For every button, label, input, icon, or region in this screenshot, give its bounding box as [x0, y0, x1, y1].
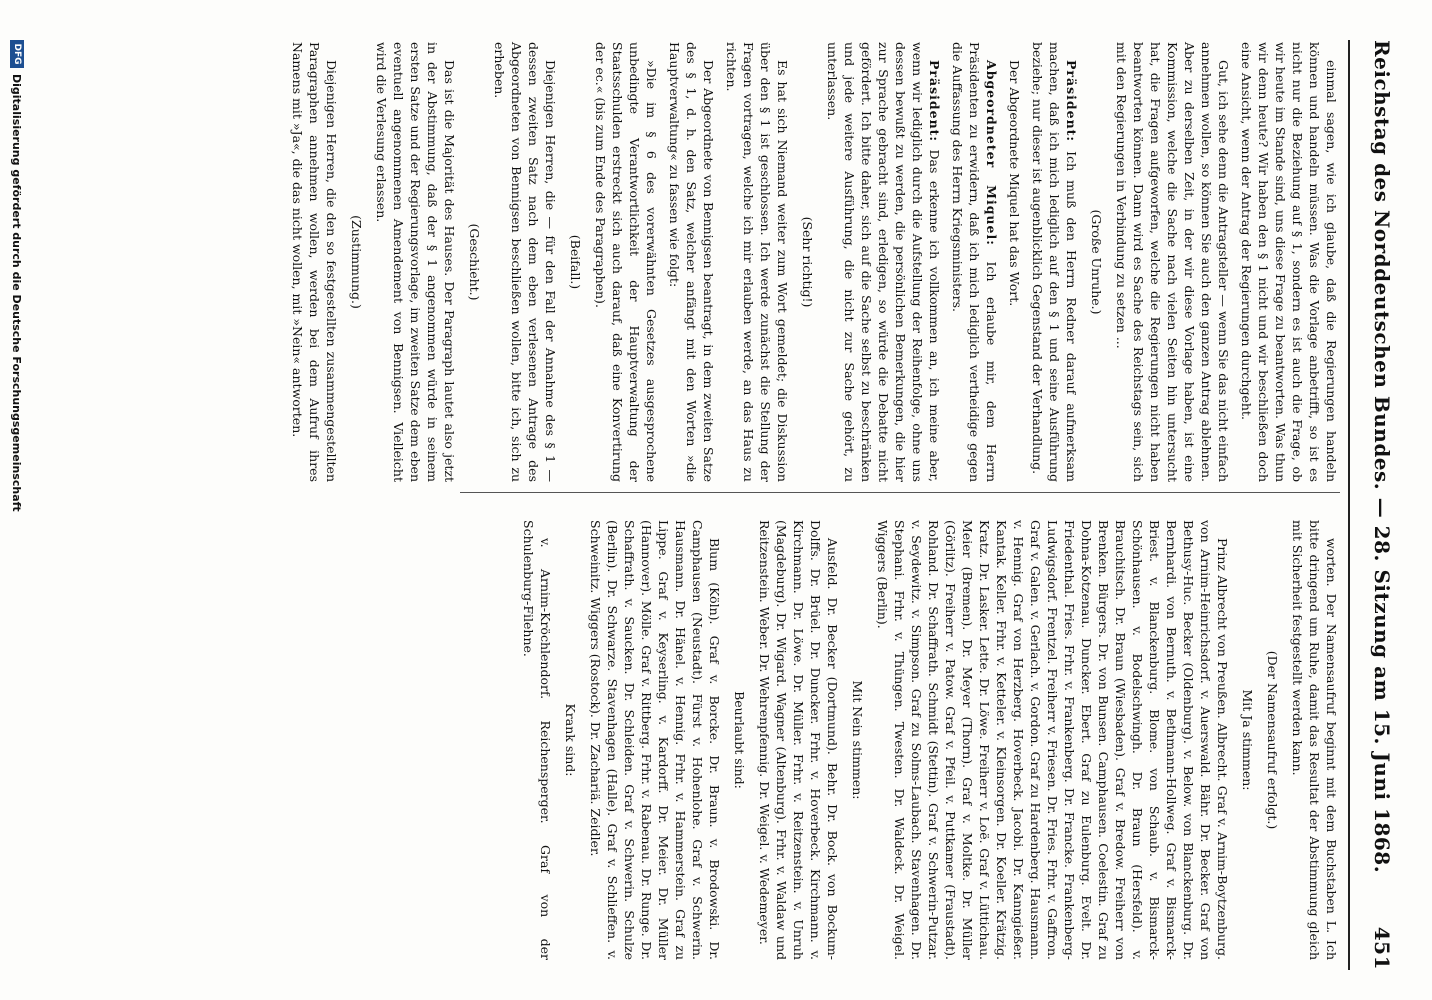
- left-column: [283, 42, 1340, 482]
- speaker-name: Präsident:: [927, 60, 942, 143]
- footer-text: Digitalisierung gefördert durch die Deutsche Forschungsgemeinschaft: [10, 74, 24, 512]
- paragraph-text: einmal sagen, wie ich glaube, daß die Regierungen handeln können und handeln müssen. Was die Vorlage anbetrifft, so ist es nicht nur die Beziehung auf § 1, sondern es ist auch die Frage, ob wir heute im Stande sind, uns diese Frage zu beantworten. Was thun wir denn heute? Wir haben den § 1 nicht und wir beschließen doch eine Ansicht, wenn der Antrag der Regierungen durchgeht.: [1239, 42, 1339, 482]
- paragraph-text: Das erkenne ich vollkommen an, ich meine aber, wenn wir lediglich durch die Aufstellung der Reihenfolge, ohne uns dessen bewußt zu werden, die persönlichen Bemerkungen, die hier zur Sprache gebracht sind, erledigen, so würde die Debatte nicht gefördert. Ich bitte daher, sich auf die Sache selbst zu beschränken und jede weitere Ausführung, die nicht zur Sache gehört, zu unterlassen.: [825, 42, 942, 482]
- paragraph-text: Diejenigen Herren, die den so festgestellten zusammengestellten Paragraphen annehmen wollen, werden bei dem Aufruf ihres Namens mit »Ja«, die das nicht wollen, mit »Nein« antworten.: [290, 42, 339, 482]
- dfg-logo: DFG: [10, 40, 24, 68]
- stage-direction: Mit Nein stimmen:: [850, 680, 865, 800]
- paragraph: [756, 520, 841, 960]
- paragraph: [1113, 42, 1232, 482]
- paragraph: [289, 42, 340, 482]
- running-header: [1354, 40, 1394, 970]
- paragraph: [1006, 42, 1023, 482]
- paragraph: [666, 42, 717, 482]
- paragraph-text: Gut, ich sehe denn die Antragsteller — wenn Sie das nicht einfach annehmen wollen, so können Sie auch den ganzen Antrag ablehnen. Aber zu derselben Zeit, in der wir diese Vorlage haben, ist eine Kommission, welche die Sache nach vielen Seiten hin untersucht hat, die Fragen aufgeworfen, welche die Regierungen nicht haben beantworten können. Dann wird es Sache des Reichstags sein, sich mit den Regierungen in Verbindung zu setzen ...: [1114, 42, 1231, 482]
- paragraph: [520, 520, 554, 960]
- paragraph-text: »Die im § 6 des vorerwähnten Gesetzes ausgesprochene unbedingte Verantwortlichkeit der Hauptverwaltung der Staatsschulden erstreckt sich auch darauf, daß eine Konvertirung der ec.« (bis zum Ende des Paragraphen).: [593, 42, 659, 482]
- stage-direction: Krank sind:: [563, 703, 578, 777]
- stage-direction: (Geschieht.): [467, 223, 482, 301]
- paragraph: [587, 520, 723, 960]
- stage-direction: (Sehr richtig!): [800, 216, 815, 308]
- paragraph-text: Das ist die Majorität des Hauses. Der Paragraph lautet also jetzt in der Abstimmung, daß der § 1 angenommen würde in seinem ersten Satze und der Regierungsvorlage, im zweiten Satze dem eben eventuell angenommenen Amendement von Bennigsen. Vielleicht wird die Verlesung erlassen.: [374, 42, 457, 482]
- stage-direction: (Zustimmung.): [349, 215, 364, 309]
- stage-direction: Mit Ja stimmen:: [1240, 689, 1255, 791]
- paragraph: [874, 520, 1231, 960]
- speaker-name: Präsident:: [1064, 60, 1079, 143]
- paragraph-text: Diejenigen Herren, die — für den Fall der Annahme des § 1 — dessen zweiten Satz nach dem eben verlesenen Antrage des Abgeordneten von Bennigsen beschließen wollen, bitte ich, sich zu erheben.: [492, 42, 558, 482]
- paragraph: [1289, 520, 1340, 960]
- paragraph: [949, 42, 1000, 482]
- speaker-name: Abgeordneter Miquel:: [984, 60, 999, 246]
- paragraph-text: Prinz Albrecht von Preußen. Albrecht. Graf v. Arnim-Boytzenburg. von Arnim-Heinrichsdorf. v. Auerswald. Bähr. Dr. Becker. Graf von Bethusy-Huc. Becker (Oldenburg). v. Below. von Blanckenburg. Dr. Bernhardi. von Bernuth. v. Bethmann-Hollweg. Graf v. Bismarck-Briest. v. Blanckenburg. Blome. von Schaub. v. Bismarck-Schönhausen. v. Bodelschwingh. Dr. Braun (Hersfeld). v. Brauchitsch. Dr. Braun (Wiesbaden). Graf v. Bredow. Freiherr von Brenken. Bürgers. Dr. von Bunsen. Camphausen. Coelestin. Graf zu Dohna-Kotzenau. Duncker. Ebert. Graf zu Eulenburg. Evelt. Dr. Friedenthal. Fries. Frhr. v. Frankenberg. Dr. Francke. Frankenberg-Ludwigsdorf. Frentzel. Freiherr v. Friesen. Dr. Fries. Frhr. v. Gaffron. Graf v. Galen. v. Gerlach. v. Gordon. Graf zu Hardenberg. Hausmann. v. Hennig. Graf von Herzberg. Hoverbeck. Jacobi. Dr. Kanngießer. Kantak. Keller. Frhr. v. Ketteler. v. Kleinsorgen. Dr. Koeller. Krätzig. Kratz. Dr. Lasker. Lette. Dr. Löwe. Freiherr v. Loë. Graf v. Lüttichau. Meier (Bremen). Dr. Meyer (Thorn). Graf v. Moltke. Dr. Müller (Görlitz). Freiherr v. Patow. Graf v. Pfeil. v. Puttkamer (Fraustadt). Rohland. Dr. Schaffrath. Schmidt (Stettin). Graf v. Schwerin-Putzar. v. Seydewitz. v. Simpson. Graf zu Solms-Laubach. Stavenhagen. Dr. Stephani. Frhr. v. Thüngen. Twesten. Dr. Waldeck. Dr. Weigel. Wiggers (Berlin).: [875, 520, 1230, 960]
- right-column: [514, 520, 1340, 960]
- paragraph: [491, 42, 559, 482]
- paragraph-text: Ich muß den Herrn Redner darauf aufmerksam machen, daß ich mich lediglich auf den § 1 und seine Ausführung beziehe; nur dieser ist augenblicklich Gegenstand der Verhandlung.: [1030, 42, 1079, 482]
- paragraph-text: Blum (Köln). Graf v. Borcke. Dr. Braun. v. Brodowski. Dr. Camphausen (Neustadt). Fürst v. Hohenlohe. Graf v. Schwerin. Hausmann. Dr. Hänel. v. Hennig. Frhr. v. Hammerstein. Graf zu Lippe. Graf v. Keyserling. v. Kardorff. Dr. Meier. Dr. Müller (Hannover). Mölle. Graf v. Rittberg. Frhr. v. Rabenau. Dr. Runge. Dr. Schaffrath. v. Saucken. Dr. Schleiden. Graf v. Schwerin. Schulze (Berlin). Dr. Schwarze. Stavenhagen (Halle). Graf v. Schlieffen. v. Schweinitz. Wiggers (Rostock). Dr. Zachariä. Zeidler.: [588, 520, 722, 960]
- paragraph: [592, 42, 660, 482]
- paragraph-text: v. Arnim-Kröchlendorf. Reichensperger. Graf von der Schulenburg-Filehne.: [521, 520, 553, 960]
- stage-direction: (Große Unruhe.): [1089, 209, 1104, 315]
- paragraph-text: Der Abgeordnete Miquel hat das Wort.: [1007, 60, 1022, 307]
- paragraph: [1238, 42, 1340, 482]
- paragraph-text: worten. Der Namensaufruf beginnt mit dem Buchstaben L. Ich bitte dringend um Ruhe, damit das Resultat der Abstimmung gleich mit Sicherheit festgestellt werden kann.: [1290, 520, 1339, 960]
- stage-direction: (Beifall.): [568, 234, 583, 290]
- paragraph: [824, 42, 943, 482]
- paragraph-text: Der Abgeordnete von Bennigsen beantragt, in dem zweiten Satze des § 1, d. h. den Satz, welcher anfängt mit den Worten »die Hauptverwaltung« zu fassen wie folgt:: [667, 42, 716, 482]
- digitization-footer: [10, 40, 24, 512]
- stage-direction: Beurlaubt sind:: [732, 691, 747, 789]
- column-divider: [460, 492, 1340, 493]
- paragraph-text: Es hat sich Niemand weiter zum Wort gemeldet; die Diskussion über den § 1 ist geschlossen. Ich werde zunächst die Stellung der Fragen vortragen, welche ich mir erlauben werde, an das Haus zu richten.: [724, 42, 790, 482]
- paragraph: [373, 42, 458, 482]
- paragraph: [723, 42, 791, 482]
- paragraph: [1029, 42, 1080, 482]
- stage-direction: (Der Namensaufruf erfolgt.): [1265, 650, 1280, 830]
- header-rule: [1348, 40, 1350, 970]
- paragraph-text: Ich erlaube mir, dem Herrn Präsidenten zu erwidern, daß ich mich lediglich vertheidige gegen die Auffassung des Herrn Kriegsministers.: [950, 42, 999, 482]
- header-title: Reichstag des Norddeutschen Bundes. — 28. Sitzung am 15. Juni 1868.: [1370, 40, 1394, 874]
- page-number: 451: [1370, 926, 1394, 970]
- paragraph-text: Ausfeld. Dr. Becker (Dortmund). Behr. Dr. Bock. von Bockum-Dolffs. Dr. Brüel. Dr. Duncker. Frhr. v. Hoverbeck. Kirchmann. v. Kirchmann. Dr. Löwe. Dr. Müller. Frhr. v. Reitzenstein. v. Unruh (Magdeburg). Dr. Wigard. Wagner (Altenburg). Frhr. v. Waldaw und Reitzenstein. Weber. Dr. Wehrenpfennig. Dr. Weigel. v. Wedemeyer.: [757, 520, 840, 960]
